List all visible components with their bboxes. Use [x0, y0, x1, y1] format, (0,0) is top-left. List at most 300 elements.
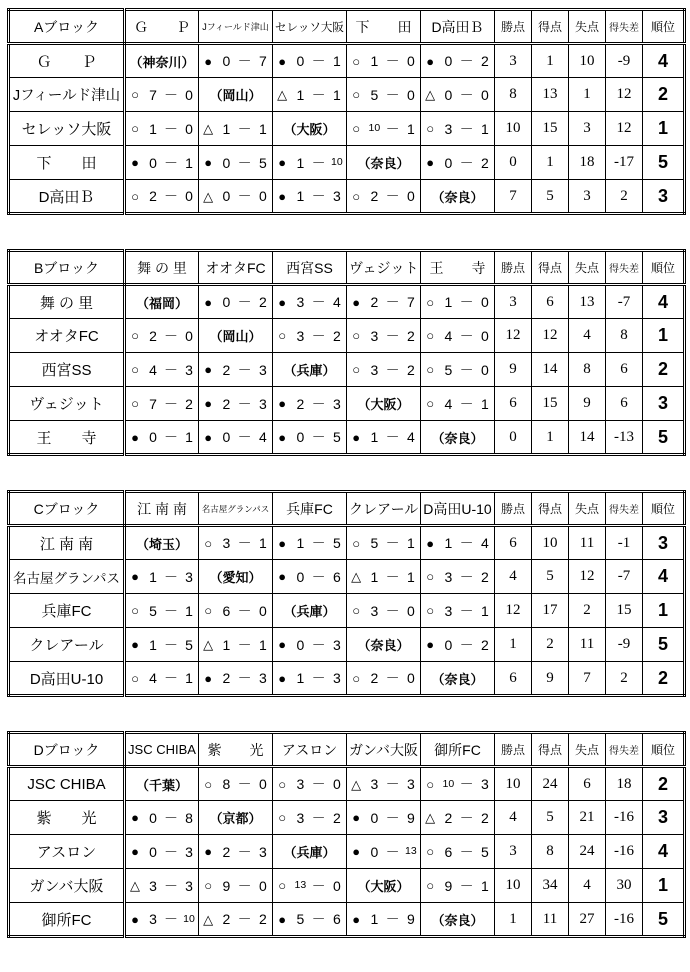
score-separator: － — [311, 294, 326, 310]
opponent-column-header — [125, 492, 199, 526]
goal-difference-header-label: 得失差 — [609, 746, 639, 757]
goal-difference-value: 18 — [616, 775, 632, 792]
score-separator: － — [311, 636, 326, 653]
match-score — [199, 397, 272, 411]
result-mark: ● — [426, 155, 435, 170]
team-row — [9, 767, 685, 801]
goals-for: 0 — [296, 568, 305, 585]
result-mark: △ — [425, 810, 436, 825]
goals-against: 5 — [258, 154, 267, 171]
points-value: 4 — [509, 809, 517, 825]
goal-difference-value: 8 — [620, 327, 628, 343]
goals-for: 1 — [222, 636, 231, 653]
team-name-cell — [9, 662, 125, 696]
match-result-cell — [199, 421, 273, 455]
goals-against: 10 — [331, 156, 343, 169]
result-mark: ● — [278, 911, 287, 927]
goals-against: 2 — [480, 809, 489, 826]
goals-for: 3 — [296, 327, 305, 344]
match-result-cell — [421, 285, 495, 319]
match-score — [347, 88, 420, 102]
points-header-label: 勝点 — [500, 20, 525, 34]
goals-against-cell — [569, 78, 606, 112]
own-team-cell — [125, 44, 199, 78]
result-mark: ● — [352, 844, 361, 859]
result-mark: ○ — [204, 878, 213, 893]
goal-difference-value: -1 — [617, 534, 631, 551]
goals-for: 1 — [149, 636, 157, 653]
goals-against: 9 — [406, 809, 415, 826]
result-mark: ○ — [278, 878, 287, 893]
goals-for: 10 — [368, 122, 381, 135]
result-mark: ● — [426, 535, 435, 551]
goals-against-value: 24 — [579, 843, 595, 859]
score-separator: － — [164, 843, 178, 860]
team-name: Ｇ Ｐ — [36, 53, 97, 71]
own-team-cell — [347, 869, 421, 903]
score-separator: － — [385, 809, 400, 826]
goal-difference-value: 2 — [620, 187, 628, 204]
goals-for: 5 — [370, 86, 379, 103]
result-mark: ○ — [131, 121, 139, 136]
score-separator: － — [237, 911, 252, 927]
score-separator: － — [311, 911, 326, 927]
rank-cell — [643, 526, 685, 560]
team-row — [9, 44, 685, 78]
match-score — [347, 54, 420, 68]
points-cell — [495, 112, 532, 146]
goals-for-value: 8 — [546, 843, 554, 859]
match-score — [273, 811, 346, 825]
goals-against: 2 — [480, 154, 489, 171]
match-result-cell — [347, 767, 421, 801]
score-separator: － — [311, 395, 326, 412]
team-row — [9, 421, 685, 455]
goal-difference-value: 2 — [620, 669, 628, 686]
score-separator: － — [459, 843, 474, 860]
score-separator: － — [311, 776, 326, 792]
match-result-cell — [125, 662, 199, 696]
points-cell — [495, 628, 532, 662]
goal-difference-value: -17 — [614, 154, 634, 170]
match-result-cell — [273, 78, 347, 112]
rank-value: 3 — [657, 532, 668, 553]
result-mark: ● — [278, 535, 287, 551]
team-row — [9, 560, 685, 594]
result-mark: ○ — [426, 121, 435, 136]
opponent-team-name: 王 寺 — [429, 259, 486, 276]
header-row — [9, 733, 685, 767]
goals-against: 8 — [185, 809, 193, 826]
match-score — [421, 329, 494, 343]
goal-difference-cell — [606, 801, 643, 835]
opponent-column-header — [199, 251, 273, 285]
score-separator: － — [311, 327, 326, 344]
own-team-cell — [421, 662, 495, 696]
goal-difference-header-label: 得失差 — [609, 264, 639, 275]
goal-difference-cell — [606, 526, 643, 560]
opponent-team-name: 下 田 — [355, 18, 412, 35]
goals-against: 0 — [406, 53, 415, 69]
result-mark: ○ — [352, 535, 361, 551]
standings-sheet — [7, 8, 686, 972]
match-result-cell — [125, 112, 199, 146]
team-row — [9, 180, 685, 214]
goals-against: 1 — [258, 120, 267, 137]
goals-for-value: 2 — [546, 636, 554, 652]
points-cell — [495, 903, 532, 937]
score-separator: － — [311, 809, 326, 826]
goals-against-cell — [569, 869, 606, 903]
goal-difference-header — [606, 10, 643, 44]
goals-against-value: 12 — [579, 568, 595, 584]
goals-for: 0 — [222, 188, 231, 204]
own-team-cell — [199, 801, 273, 835]
opponent-column-header — [347, 251, 421, 285]
goals-against-value: 3 — [583, 187, 591, 204]
goals-against-value: 6 — [583, 775, 591, 792]
home-prefecture: （大阪） — [357, 397, 410, 412]
match-result-cell — [199, 387, 273, 421]
score-separator: － — [459, 120, 474, 137]
match-result-cell — [199, 526, 273, 560]
match-score — [126, 189, 198, 203]
points-cell — [495, 526, 532, 560]
match-result-cell — [199, 146, 273, 180]
goals-for-cell — [532, 387, 569, 421]
goals-against: 1 — [258, 636, 267, 653]
own-team-cell — [273, 353, 347, 387]
score-separator: － — [311, 429, 326, 445]
home-prefecture: （大阪） — [357, 879, 410, 894]
opponent-column-header — [273, 492, 347, 526]
match-score — [126, 671, 198, 685]
goals-for: 1 — [222, 120, 231, 137]
goals-against: 13 — [405, 845, 417, 858]
match-result-cell — [273, 628, 347, 662]
goal-difference-cell — [606, 869, 643, 903]
goals-for: 3 — [370, 776, 379, 792]
result-mark: △ — [203, 121, 214, 136]
goals-for: 0 — [222, 53, 231, 69]
match-result-cell — [421, 387, 495, 421]
match-score — [273, 397, 346, 411]
block-name: Cブロック — [33, 500, 100, 517]
match-result-cell — [421, 146, 495, 180]
goals-for-header-label: 得点 — [537, 20, 562, 34]
match-result-cell — [273, 44, 347, 78]
goals-against-value: 13 — [579, 293, 595, 310]
home-prefecture: （愛知） — [209, 570, 262, 585]
match-result-cell — [421, 594, 495, 628]
match-score — [199, 430, 272, 444]
match-score — [126, 122, 198, 136]
home-prefecture: （奈良） — [431, 430, 484, 446]
result-mark: ○ — [204, 603, 213, 618]
goals-against: 2 — [480, 568, 489, 585]
goals-for: 2 — [222, 911, 231, 927]
result-mark: ○ — [426, 844, 435, 859]
match-result-cell — [273, 146, 347, 180]
goals-for-cell — [532, 835, 569, 869]
goals-for: 3 — [444, 568, 453, 585]
team-name: Jフィールド津山 — [12, 88, 121, 104]
result-mark: ○ — [131, 328, 139, 343]
goals-for: 0 — [149, 843, 157, 860]
score-separator: － — [237, 120, 252, 137]
score-separator: － — [237, 53, 252, 69]
team-name-cell — [9, 44, 125, 78]
opponent-team-name: 紫 光 — [207, 741, 264, 758]
points-value: 3 — [509, 293, 517, 310]
goals-against-header — [569, 251, 606, 285]
match-result-cell — [273, 869, 347, 903]
home-prefecture: （埼玉） — [135, 536, 188, 552]
goals-for-cell — [532, 44, 569, 78]
match-result-cell — [273, 903, 347, 937]
match-result-cell — [199, 44, 273, 78]
points-cell — [495, 387, 532, 421]
match-score — [347, 671, 420, 685]
opponent-column-header — [347, 733, 421, 767]
match-result-cell — [199, 285, 273, 319]
goals-against: 1 — [185, 602, 193, 619]
result-mark: △ — [203, 911, 214, 927]
opponent-column-header — [421, 733, 495, 767]
league-table-body — [9, 251, 685, 455]
match-score — [421, 604, 494, 618]
league-table-1 — [7, 8, 686, 215]
result-mark: △ — [425, 87, 436, 102]
match-score — [199, 54, 272, 68]
score-separator: － — [311, 568, 326, 585]
rank-value: 3 — [657, 393, 668, 413]
rank-value: 2 — [657, 84, 668, 104]
match-result-cell — [421, 44, 495, 78]
goal-difference-value: -16 — [614, 809, 634, 825]
match-result-cell — [347, 353, 421, 387]
match-score — [199, 295, 272, 309]
opponent-column-header — [421, 10, 495, 44]
goals-for: 2 — [222, 843, 231, 860]
opponent-team-name: クレアール — [349, 500, 419, 517]
result-mark: ● — [204, 53, 213, 69]
match-result-cell — [347, 44, 421, 78]
goals-for: 2 — [370, 188, 379, 204]
result-mark: ● — [278, 569, 287, 584]
goals-against-header-label: 失点 — [574, 502, 599, 516]
match-score — [347, 363, 420, 377]
team-name-cell — [9, 869, 125, 903]
match-score — [199, 536, 272, 550]
goal-difference-cell — [606, 594, 643, 628]
score-separator: － — [237, 636, 252, 653]
goals-for: 9 — [444, 877, 453, 894]
match-score — [347, 912, 420, 926]
result-mark: ○ — [131, 362, 139, 377]
match-score — [421, 88, 494, 102]
goals-against-cell — [569, 903, 606, 937]
goals-against: 2 — [406, 327, 415, 344]
goals-against: 2 — [480, 636, 489, 653]
goals-against-header — [569, 10, 606, 44]
rank-value: 4 — [657, 566, 668, 586]
result-mark: ○ — [352, 121, 361, 136]
goals-for-cell — [532, 353, 569, 387]
goals-for-header — [532, 251, 569, 285]
block-name-cell — [9, 251, 125, 285]
match-result-cell — [199, 869, 273, 903]
match-score — [126, 811, 198, 825]
goal-difference-cell — [606, 662, 643, 696]
goals-against: 3 — [480, 776, 489, 792]
goals-against: 3 — [185, 843, 193, 860]
score-separator: － — [459, 602, 474, 619]
goal-difference-cell — [606, 835, 643, 869]
match-score — [126, 570, 198, 584]
team-row — [9, 285, 685, 319]
goals-against: 0 — [258, 776, 267, 792]
goals-against-cell — [569, 835, 606, 869]
goals-against: 4 — [258, 429, 267, 445]
goals-for: 1 — [296, 535, 305, 551]
goals-against-value: 7 — [583, 669, 591, 686]
match-score — [421, 811, 494, 825]
goals-for: 2 — [296, 395, 305, 412]
result-mark: ● — [352, 294, 361, 310]
match-score — [199, 638, 272, 652]
opponent-team-name: 名古屋グランパス — [201, 503, 270, 514]
points-value: 3 — [509, 52, 517, 69]
match-result-cell — [347, 594, 421, 628]
home-prefecture: （福岡） — [135, 295, 188, 311]
score-separator: － — [237, 154, 252, 171]
score-separator: － — [164, 568, 178, 585]
goals-for: 8 — [222, 776, 231, 792]
goals-against: 2 — [258, 294, 267, 310]
goals-against-cell — [569, 285, 606, 319]
result-mark: △ — [277, 87, 288, 102]
goals-against: 1 — [332, 53, 341, 69]
match-score — [126, 638, 198, 652]
score-separator: － — [385, 188, 400, 204]
match-score — [273, 430, 346, 444]
points-header — [495, 492, 532, 526]
match-score — [347, 777, 420, 791]
goals-for: 2 — [222, 670, 231, 686]
goals-for: 6 — [444, 843, 453, 860]
team-name: ガンバ大阪 — [29, 878, 104, 895]
rank-value: 5 — [657, 426, 668, 447]
result-mark: ● — [278, 294, 287, 310]
match-result-cell — [125, 421, 199, 455]
score-separator: － — [385, 602, 400, 619]
result-mark: ● — [204, 670, 213, 686]
own-team-cell — [125, 285, 199, 319]
own-team-cell — [199, 560, 273, 594]
goals-for: 0 — [149, 154, 157, 171]
goals-for: 10 — [442, 777, 455, 790]
team-name: 王 寺 — [36, 429, 97, 447]
opponent-team-name: ヴェジット — [349, 259, 419, 276]
points-value: 4 — [509, 568, 517, 584]
rank-cell — [643, 869, 685, 903]
goals-against: 1 — [406, 120, 415, 137]
match-result-cell — [199, 112, 273, 146]
points-cell — [495, 285, 532, 319]
own-team-cell — [273, 835, 347, 869]
result-mark: ○ — [278, 328, 287, 343]
match-score — [273, 671, 346, 685]
team-name: 江 南 南 — [39, 535, 94, 553]
goals-for: 5 — [444, 361, 453, 378]
match-score — [347, 845, 420, 859]
score-separator: － — [237, 843, 252, 860]
goals-for-value: 17 — [542, 602, 558, 618]
team-name-cell — [9, 353, 125, 387]
goal-difference-value: 12 — [616, 86, 632, 102]
result-mark: ● — [204, 429, 213, 445]
score-separator: － — [164, 809, 178, 826]
goals-for: 4 — [149, 361, 157, 378]
points-cell — [495, 869, 532, 903]
goals-for: 1 — [370, 429, 379, 445]
score-separator: － — [459, 327, 474, 344]
home-prefecture: （兵庫） — [283, 845, 336, 860]
rank-cell — [643, 421, 685, 455]
match-result-cell — [125, 319, 199, 353]
match-result-cell — [125, 628, 199, 662]
goals-for: 1 — [370, 53, 379, 69]
match-score — [126, 88, 198, 102]
match-score — [199, 845, 272, 859]
rank-cell — [643, 353, 685, 387]
rank-cell — [643, 594, 685, 628]
goals-against: 5 — [332, 429, 341, 445]
match-result-cell — [273, 285, 347, 319]
goal-difference-cell — [606, 387, 643, 421]
score-separator: － — [164, 395, 178, 412]
result-mark: ○ — [204, 776, 213, 792]
goal-difference-cell — [606, 180, 643, 214]
league-table-body — [9, 733, 685, 937]
opponent-team-name: Ｇ Ｐ — [134, 18, 190, 35]
points-cell — [495, 180, 532, 214]
match-result-cell — [199, 835, 273, 869]
rank-header-label: 順位 — [650, 20, 675, 34]
rank-header — [643, 492, 685, 526]
team-name-cell — [9, 835, 125, 869]
goals-against-value: 27 — [579, 910, 595, 927]
goals-for-value: 5 — [546, 187, 554, 204]
goal-difference-cell — [606, 146, 643, 180]
points-cell — [495, 560, 532, 594]
goals-against: 2 — [480, 53, 489, 69]
points-cell — [495, 319, 532, 353]
goals-for-header-label: 得点 — [537, 261, 562, 275]
goals-against-cell — [569, 421, 606, 455]
match-result-cell — [421, 526, 495, 560]
goal-difference-cell — [606, 628, 643, 662]
match-result-cell — [421, 628, 495, 662]
score-separator: － — [311, 535, 326, 551]
rank-cell — [643, 285, 685, 319]
goal-difference-value: -7 — [617, 293, 631, 310]
match-result-cell — [273, 767, 347, 801]
goals-against-value: 3 — [583, 120, 591, 136]
goals-for-cell — [532, 319, 569, 353]
block-name-cell — [9, 733, 125, 767]
